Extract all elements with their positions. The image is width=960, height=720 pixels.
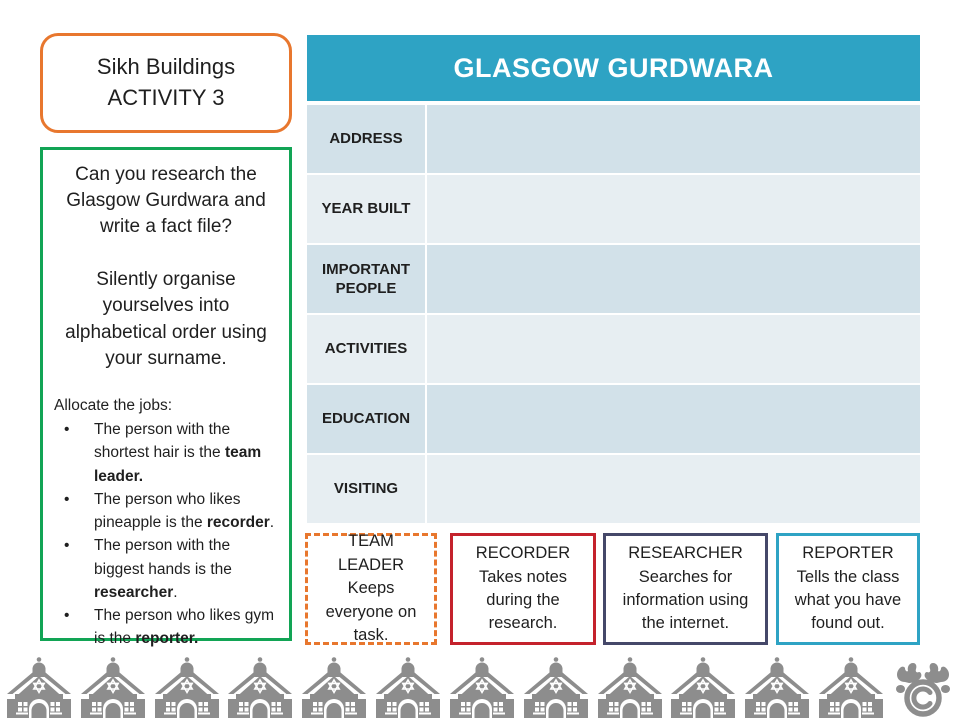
footer-icons	[6, 654, 954, 718]
gurdwara-building-icon	[449, 656, 515, 718]
row-value-visiting	[427, 455, 920, 523]
role-card-reporter	[776, 533, 920, 645]
activity-title-line1: Sikh Buildings	[96, 54, 236, 80]
role-card-researcher	[603, 533, 768, 645]
gurdwara-building-icon	[670, 656, 736, 718]
moose-copyright-logo	[892, 660, 954, 718]
gurdwara-building-icon	[744, 656, 810, 718]
row-value-activities	[427, 315, 920, 383]
gurdwara-building-icon	[80, 656, 146, 718]
row-value-address	[427, 105, 920, 173]
table-row	[307, 385, 920, 453]
row-label-address: ADDRESS	[307, 105, 425, 173]
allocate-heading: Allocate the jobs:	[54, 397, 173, 415]
table-title: GLASGOW GURDWARA	[307, 35, 920, 101]
role-title: TEAM LEADER	[337, 532, 405, 574]
role-card-recorder	[450, 533, 596, 645]
job-bullet: • The person with the shortest hair is the team leader.	[54, 418, 278, 488]
row-label-education: EDUCATION	[307, 385, 425, 453]
job-bullet: • The person who likes gym is the reporter.	[54, 604, 278, 651]
job-bullet-list	[54, 418, 278, 651]
row-label-activities: ACTIVITIES	[307, 315, 425, 383]
gurdwara-building-icon	[597, 656, 663, 718]
instructions-box	[40, 147, 292, 648]
gurdwara-building-icon	[523, 656, 589, 718]
role-description: Keeps everyone on task.	[325, 579, 417, 645]
gurdwara-building-icon	[818, 656, 884, 718]
research-question: Can you research the Glasgow Gurdwara and write a fact file?	[66, 164, 266, 238]
table-row	[307, 245, 920, 313]
gurdwara-building-icon	[154, 656, 220, 718]
row-label-year-built: YEAR BUILT	[307, 175, 425, 243]
table-row	[307, 315, 920, 383]
role-title: RESEARCHER	[628, 544, 743, 563]
role-title: REPORTER	[802, 544, 894, 563]
role-card-team-leader	[305, 533, 437, 645]
role-description: Takes notes during the research.	[478, 567, 568, 633]
activity-title-line2: ACTIVITY 3	[107, 85, 225, 110]
job-bullet: • The person with the biggest hands is the researcher.	[54, 534, 278, 604]
row-label-visiting: VISITING	[307, 455, 425, 523]
row-label-important-people: IMPORTANT PEOPLE	[307, 245, 425, 313]
gurdwara-building-icon	[227, 656, 293, 718]
row-value-important-people	[427, 245, 920, 313]
gurdwara-building-icon	[375, 656, 441, 718]
gurdwara-building-icon	[301, 656, 367, 718]
job-bullet: • The person who likes pineapple is the recorder.	[54, 488, 278, 535]
fact-file-table	[307, 35, 920, 525]
table-row	[307, 175, 920, 243]
activity-title-box	[40, 33, 292, 133]
table-row	[307, 455, 920, 523]
table-row	[307, 105, 920, 173]
row-value-education	[427, 385, 920, 453]
gurdwara-building-icon	[6, 656, 72, 718]
role-title: RECORDER	[475, 544, 571, 563]
organise-instruction: Silently organise yourselves into alphabetical order using your surname.	[65, 268, 267, 370]
role-description: Searches for information using the internet.	[622, 567, 749, 633]
row-value-year-built	[427, 175, 920, 243]
role-description: Tells the class what you have found out.	[794, 567, 902, 633]
